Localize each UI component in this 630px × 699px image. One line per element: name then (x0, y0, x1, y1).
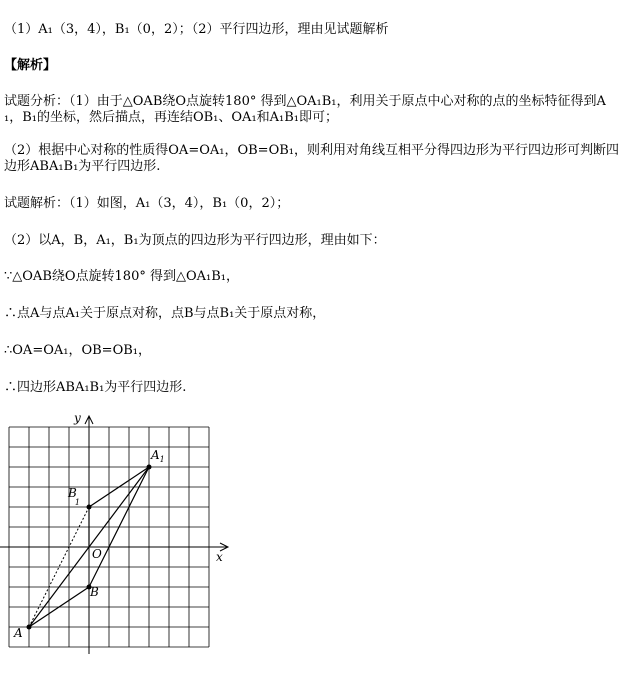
x-axis-label: x (216, 550, 223, 564)
point-label-A: A (14, 626, 23, 640)
solution-line-6: ∴四边形ABA₁B₁为平行四边形. (4, 380, 187, 395)
y-axis-label: y (74, 411, 81, 425)
point-label-B1-sub: 1 (74, 498, 80, 507)
analysis-line-4: 边形ABA₁B₁为平行四边形. (4, 159, 161, 174)
point-A1 (147, 465, 152, 470)
solution-line-4: ∴点A与点A₁关于原点对称，点B与点B₁关于原点对称， (4, 306, 326, 321)
point-label-A1-main: A (151, 448, 160, 462)
solution-line-2: （2）以A，B，A₁，B₁为顶点的四边形为平行四边形，理由如下： (4, 233, 386, 248)
answer-line: （1）A₁（3，4），B₁（0，2）；（2）平行四边形，理由见试题解析 (4, 22, 389, 37)
solution-line-1: 试题解析：（1）如图，A₁（3，4），B₁（0，2）； (4, 196, 290, 211)
coordinate-figure (0, 400, 240, 660)
solution-line-5: ∴OA=OA₁，OB=OB₁， (4, 343, 151, 358)
analysis-line-3: （2）根据中心对称的性质得OA=OA₁，OB=OB₁，则利用对角线互相平分得四边形为平行四边形可判断四 (4, 143, 619, 158)
origin-label: O (92, 547, 102, 561)
point-A (27, 625, 32, 630)
point-label-A1 (150, 448, 165, 464)
analysis-line-1: 试题分析：（1）由于△OAB绕O点旋转180° 得到△OA₁B₁，利用关于原点中心对称的点的坐标特征得到A (4, 94, 606, 109)
point-label-A1-sub: 1 (159, 455, 165, 464)
point-label-B: B (90, 585, 99, 599)
point-label-B1-main: B (68, 486, 77, 500)
point-B1 (87, 505, 92, 510)
solution-line-3: ∵△OAB绕O点旋转180° 得到△OA₁B₁， (4, 269, 239, 284)
analysis-line-2: ₁，B₁的坐标，然后描点，再连结OB₁、OA₁和A₁B₁即可； (4, 110, 339, 125)
analysis-heading: 【解析】 (4, 58, 57, 73)
